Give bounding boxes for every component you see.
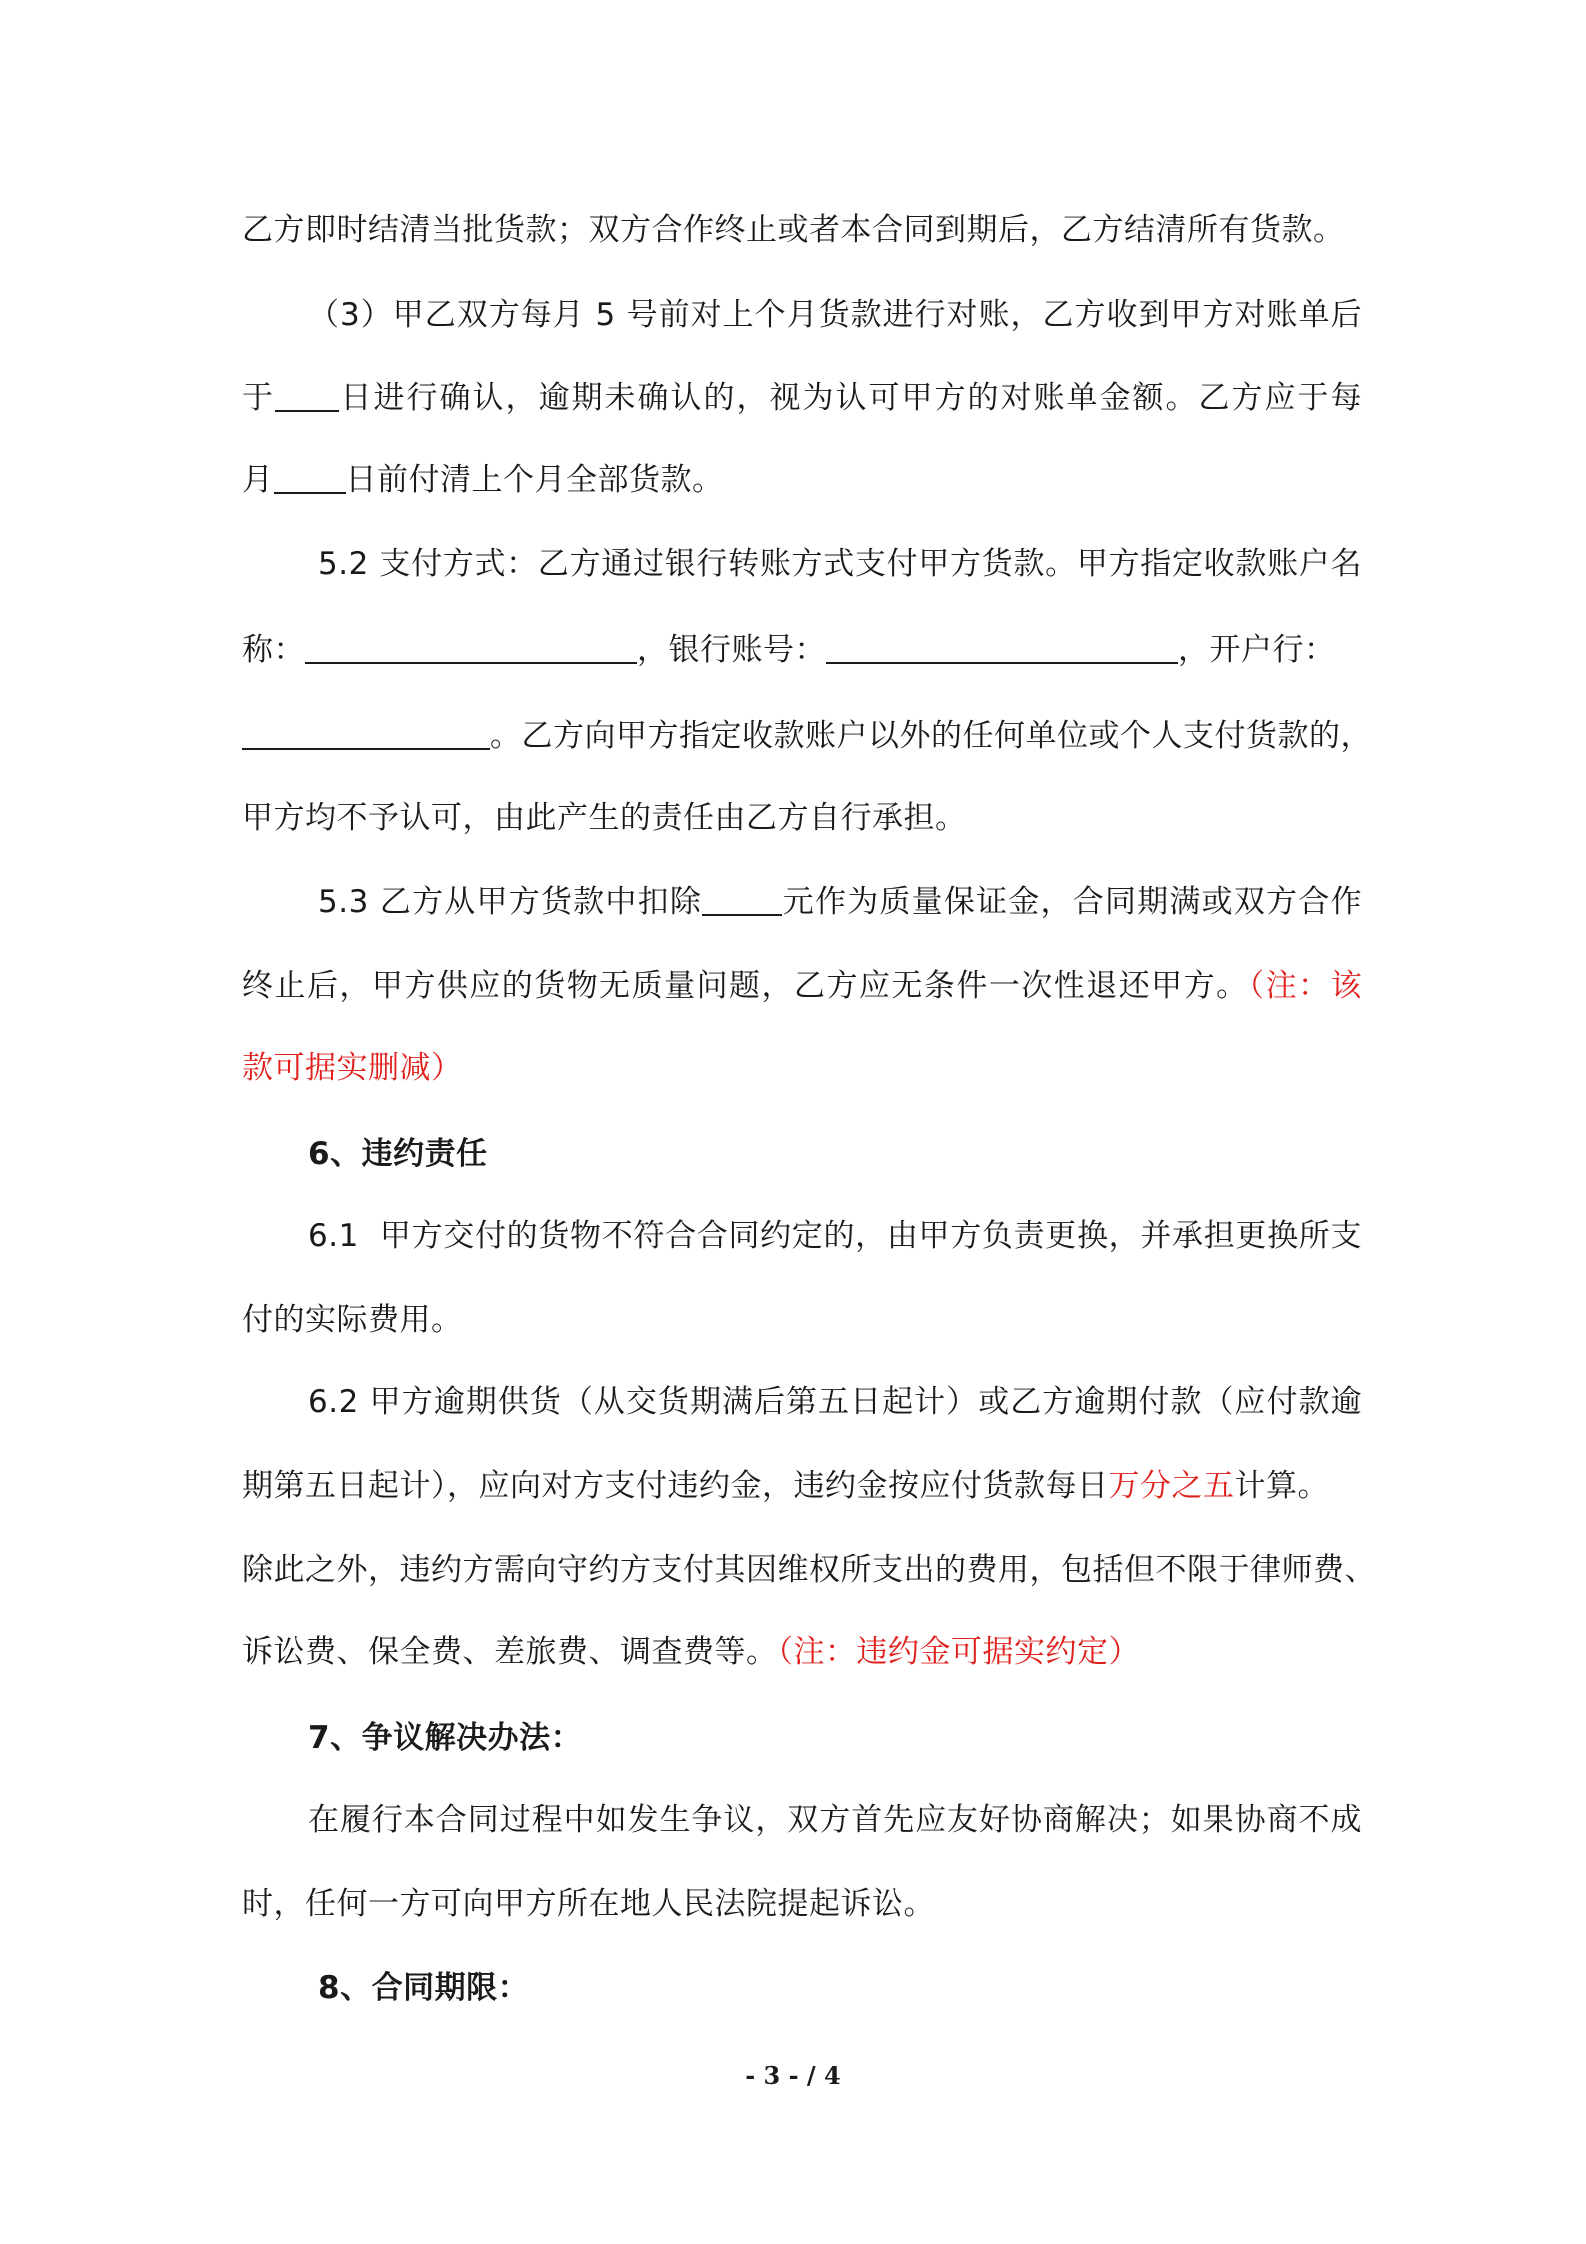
text: 诉讼费、保全费、差旅费、调查费等。 (242, 1634, 778, 1670)
paragraph-line (242, 620, 1362, 680)
highlight-text: 万分之五 (1108, 1468, 1235, 1504)
text: 6.2 甲方逾期供货（从交货期满后第五日起计）或乙方逾期付款（应付款逾 (308, 1384, 1362, 1420)
text: 终止后，甲方供应的货物无质量问题，乙方应无条件一次性退还甲方。 (242, 968, 1249, 1004)
text: 7、争议解决办法： (308, 1720, 583, 1756)
text: 8、合同期限： (318, 1970, 530, 2006)
paragraph-line (308, 1206, 1362, 1266)
paragraph-line (318, 534, 1362, 594)
text: 6、违约责任 (308, 1136, 488, 1172)
note-text: （注：违约金可据实约定） (777, 1634, 1140, 1670)
text: 款可据实删减） (242, 1050, 463, 1086)
text: 于 (242, 380, 275, 416)
paragraph-line (242, 706, 1372, 766)
text: 5.2 支付方式：乙方通过银行转账方式支付甲方货款。甲方指定收款账户名 (318, 546, 1362, 582)
text: 甲方均不予认可，由此产生的责任由乙方自行承担。 (242, 800, 967, 836)
paragraph-line (242, 450, 1362, 510)
text: 6.1 甲方交付的货物不符合合同约定的，由甲方负责更换，并承担更换所支 (308, 1218, 1362, 1254)
text: 时，任何一方可向甲方所在地人民法院提起诉讼。 (242, 1886, 935, 1922)
section-heading (308, 1708, 1428, 1768)
paragraph-line (242, 368, 1362, 428)
text: 除此之外，违约方需向守约方支付其因维权所支出的费用，包括但不限于律师费、 (242, 1552, 1376, 1588)
fill-in-blank[interactable] (275, 406, 339, 412)
text: 。乙方向甲方指定收款账户以外的任何单位或个人支付货款的， (490, 718, 1372, 754)
paragraph-line (242, 1874, 1362, 1934)
account-name-blank[interactable] (305, 658, 637, 664)
bank-name-blank[interactable] (242, 744, 490, 750)
paragraph-line (308, 285, 1362, 345)
paragraph-line (242, 1456, 1362, 1516)
paragraph-line (242, 200, 1362, 260)
paragraph-line (242, 1540, 1376, 1600)
deposit-amount-blank[interactable] (702, 910, 782, 916)
text: 日前付清上个月全部货款。 (345, 462, 724, 498)
fill-in-blank[interactable] (274, 488, 346, 494)
paragraph-line (242, 1290, 1362, 1350)
text: 称： (242, 632, 305, 668)
account-number-blank[interactable] (826, 658, 1178, 664)
note-text (242, 1038, 1362, 1098)
paragraph-line (242, 788, 1362, 848)
paragraph-line (308, 1372, 1362, 1432)
paragraph-line (242, 1622, 1362, 1682)
paragraph-line (318, 872, 1362, 932)
text: ，开户行： (1178, 632, 1336, 668)
note-text: （注：该 (1248, 968, 1363, 1004)
paragraph-line (308, 1790, 1362, 1850)
section-heading (308, 1124, 1428, 1184)
text: 在履行本合同过程中如发生争议，双方首先应友好协商解决；如果协商不成 (308, 1802, 1362, 1838)
text: 元作为质量保证金，合同期满或双方合作 (782, 884, 1362, 920)
text: （3）甲乙双方每月 5 号前对上个月货款进行对账，乙方收到甲方对账单后 (308, 297, 1362, 333)
text: 期第五日起计），应向对方支付违约金，违约金按应付货款每日 (242, 1468, 1109, 1504)
text: 乙方即时结清当批货款；双方合作终止或者本合同到期后，乙方结清所有货款。 (242, 212, 1345, 248)
text: 付的实际费用。 (242, 1302, 463, 1338)
text: 5.3 乙方从甲方货款中扣除 (318, 884, 703, 920)
text: 日进行确认，逾期未确认的，视为认可甲方的对账单金额。乙方应于每 (339, 380, 1362, 416)
text: ，银行账号： (637, 632, 826, 668)
text: 月 (242, 462, 274, 498)
section-heading (318, 1958, 1438, 2018)
paragraph-line (242, 956, 1362, 1016)
page-number: - 3 - / 4 (745, 2061, 841, 2090)
text: 计算。 (1234, 1468, 1329, 1504)
